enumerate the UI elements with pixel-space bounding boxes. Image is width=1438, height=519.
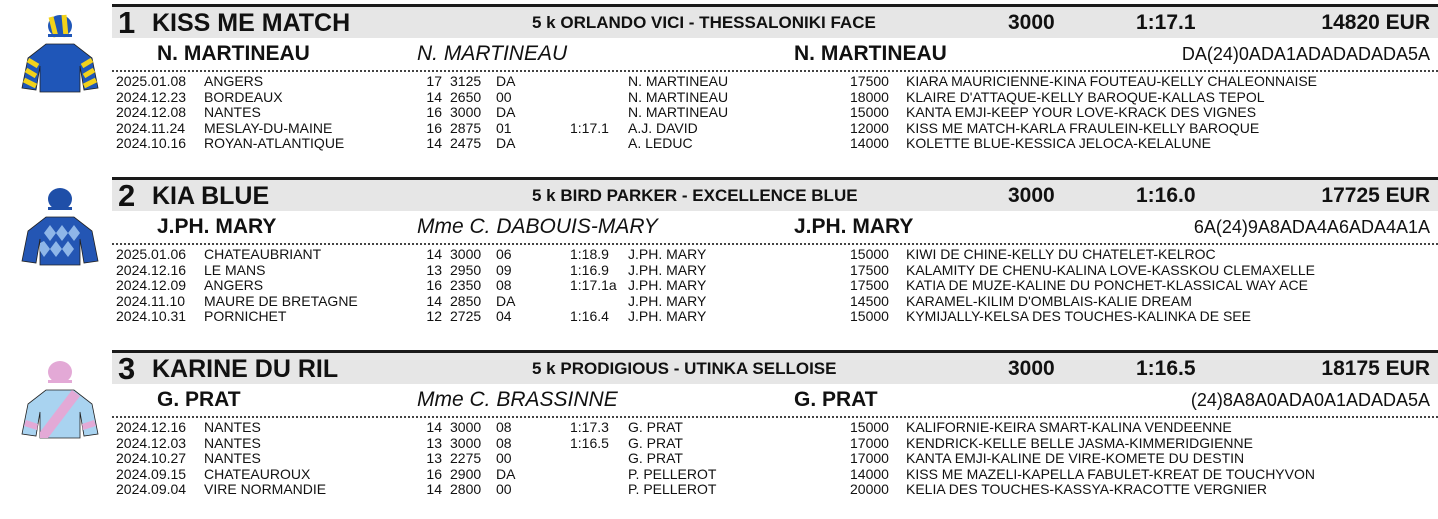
race-distance: 3000 [1008,11,1055,34]
perf-driver: G. PRAT [628,434,683,451]
performance-table [116,420,1436,498]
perf-place: 08 [496,277,512,293]
performance-table [116,74,1436,152]
earnings: 17725 EUR [1321,184,1430,207]
perf-date: 2024.12.23 [116,88,187,105]
perf-partants: 14 [426,419,442,435]
perf-partants: 14 [426,292,442,309]
perf-hippodrome: ROYAN-ATLANTIQUE [204,135,345,151]
perf-hippodrome: ANGERS [204,73,264,89]
perf-driver: J.PH. MARY [628,292,707,309]
perf-hippodrome: LE MANS [204,261,266,278]
perf-hippodrome: MESLAY-DU-MAINE [204,119,333,136]
perf-hippodrome: PORNICHET [204,308,287,324]
perf-driver: G. PRAT [628,450,683,466]
perf-driver: A. LEDUC [628,135,693,151]
perf-driver: G. PRAT [628,419,683,435]
horse-breeding: 5 k BIRD PARKER - EXCELLENCE BLUE [532,186,858,205]
perf-place: 00 [496,88,512,105]
perf-distance: 2950 [450,261,482,278]
perf-hippodrome: NANTES [204,104,261,120]
perf-partants: 13 [426,434,442,451]
perf-distance: 3000 [450,434,482,451]
perf-partants: 13 [426,450,442,466]
perf-partants: 16 [426,104,442,120]
perf-date: 2024.09.04 [116,481,187,497]
record-time: 1:17.1 [1136,11,1196,34]
perf-allocation: 17500 [850,277,889,293]
perf-date: 2025.01.06 [116,246,187,262]
perf-date: 2025.01.08 [116,73,187,89]
perf-allocation: 17000 [850,434,889,451]
horse-breeding: 5 k ORLANDO VICI - THESSALONIKI FACE [532,13,876,32]
earnings: 14820 EUR [1321,11,1430,34]
perf-allocation: 14500 [850,292,889,309]
perf-driver: J.PH. MARY [628,308,707,324]
perf-allocation: 15000 [850,419,889,435]
perf-result: KELIA DES TOUCHES-KASSYA-KRACOTTE VERGNIER [906,481,1267,497]
perf-distance: 2800 [450,481,482,497]
performance-row [116,294,1436,310]
perf-partants: 16 [426,465,442,482]
perf-allocation: 18000 [850,88,889,105]
performance-row [116,467,1436,483]
perf-result: KANTA EMJI-KEEP YOUR LOVE-KRACK DES VIGNES [906,104,1257,120]
perf-distance: 2650 [450,88,482,105]
performance-row [116,247,1436,263]
connections-row [112,38,1438,72]
perf-distance: 3125 [450,73,482,89]
perf-driver: N. MARTINEAU [628,104,729,120]
silk-cap-icon [48,15,72,37]
earnings: 18175 EUR [1321,357,1430,380]
perf-time: 1:16.5 [570,434,609,451]
performance-row [116,482,1436,498]
perf-driver: J.PH. MARY [628,277,707,293]
performance-row [116,90,1436,106]
owner-name: J.PH. MARY [794,215,914,238]
horse-block-3 [0,346,1438,519]
perf-place: 09 [496,261,512,278]
perf-distance: 3000 [450,246,482,262]
perf-hippodrome: MAURE DE BRETAGNE [204,292,358,309]
perf-date: 2024.10.16 [116,135,187,151]
perf-date: 2024.10.31 [116,308,187,324]
perf-driver: N. MARTINEAU [628,73,729,89]
form-music: (24)8A8A0ADA0A1ADADA5A [1190,390,1430,410]
perf-hippodrome: NANTES [204,419,261,435]
perf-partants: 14 [426,246,442,262]
perf-place: 08 [496,434,512,451]
perf-date: 2024.12.16 [116,419,187,435]
perf-result: KALAMITY DE CHENU-KALINA LOVE-KASSKOU CLEMAXELLE [906,261,1315,278]
race-distance: 3000 [1008,357,1055,380]
performance-row [116,136,1436,152]
performance-table [116,247,1436,325]
performance-row [116,74,1436,90]
perf-driver: J.PH. MARY [628,246,707,262]
trainer-name: Mme C. DABOUIS-MARY [417,215,658,238]
perf-hippodrome: BORDEAUX [204,88,283,105]
perf-driver: P. PELLEROT [628,481,717,497]
perf-time: 1:16.4 [570,308,609,324]
perf-distance: 2875 [450,119,482,136]
jockey-silks-icon [18,354,102,440]
horse-number: 3 [118,351,136,386]
perf-hippodrome: ANGERS [204,277,264,293]
perf-place: DA [496,73,516,89]
perf-allocation: 20000 [850,481,889,497]
perf-allocation: 17500 [850,261,889,278]
horse-name: KISS ME MATCH [152,9,351,37]
perf-driver: J.PH. MARY [628,261,707,278]
perf-place: 04 [496,308,512,324]
horse-number: 1 [118,5,136,40]
perf-result: KIWI DE CHINE-KELLY DU CHATELET-KELROC [906,246,1216,262]
perf-distance: 3000 [450,104,482,120]
perf-date: 2024.11.10 [116,292,186,309]
perf-time: 1:17.3 [570,419,609,435]
perf-distance: 3000 [450,419,482,435]
performance-row [116,105,1436,121]
perf-place: 08 [496,419,512,435]
horse-block-2 [0,173,1438,346]
performance-row [116,121,1436,137]
horse-header-bar [112,350,1438,384]
silk-cap-icon [48,361,72,383]
perf-time: 1:18.9 [570,246,609,262]
owner-name: N. MARTINEAU [794,42,947,65]
perf-place: 01 [496,119,512,136]
perf-driver: P. PELLEROT [628,465,717,482]
perf-date: 2024.12.03 [116,434,187,451]
perf-place: DA [496,135,516,151]
driver-name: G. PRAT [157,388,241,411]
perf-allocation: 14000 [850,465,889,482]
perf-allocation: 15000 [850,308,889,324]
perf-date: 2024.12.09 [116,277,187,293]
performance-row [116,451,1436,467]
perf-result: KANTA EMJI-KALINE DE VIRE-KOMETE DU DESTIN [906,450,1245,466]
performance-row [116,436,1436,452]
perf-place: 06 [496,246,512,262]
jockey-silks-icon [18,181,102,267]
performance-row [116,420,1436,436]
perf-date: 2024.11.24 [116,119,186,136]
perf-allocation: 15000 [850,104,889,120]
perf-place: 00 [496,450,512,466]
perf-hippodrome: CHATEAUROUX [204,465,311,482]
perf-result: KATIA DE MUZE-KALINE DU PONCHET-KLASSICAL WAY ACE [906,277,1308,293]
perf-place: DA [496,292,516,309]
perf-allocation: 12000 [850,119,889,136]
perf-place: DA [496,465,516,482]
horse-breeding: 5 k PRODIGIOUS - UTINKA SELLOISE [532,359,837,378]
trainer-name: N. MARTINEAU [417,42,568,65]
perf-hippodrome: NANTES [204,450,261,466]
perf-result: KISS ME MAZELI-KAPELLA FABULET-KREAT DE TOUCHYVON [906,465,1315,482]
performance-row [116,309,1436,325]
perf-allocation: 14000 [850,135,889,151]
perf-partants: 14 [426,88,442,105]
form-music: DA(24)0ADA1ADADADADA5A [1181,44,1430,64]
perf-date: 2024.09.15 [116,465,187,482]
perf-distance: 2275 [450,450,482,466]
performance-row [116,278,1436,294]
connections-row [112,384,1438,418]
perf-result: KENDRICK-KELLE BELLE JASMA-KIMMERIDGIENNE [906,434,1253,451]
record-time: 1:16.5 [1136,357,1196,380]
perf-place: 00 [496,481,512,497]
record-time: 1:16.0 [1136,184,1196,207]
perf-allocation: 15000 [850,246,889,262]
perf-result: KALIFORNIE-KEIRA SMART-KALINA VENDEENNE [906,419,1232,435]
horse-block-1 [0,0,1438,173]
perf-hippodrome: CHATEAUBRIANT [204,246,322,262]
driver-name: J.PH. MARY [157,215,277,238]
perf-distance: 2350 [450,277,482,293]
perf-result: KIARA MAURICIENNE-KINA FOUTEAU-KELLY CHALEONNAISE [906,73,1318,89]
perf-result: KLAIRE D'ATTAQUE-KELLY BAROQUE-KALLAS TEPOL [906,88,1265,105]
horse-name: KIA BLUE [152,182,270,210]
perf-time: 1:17.1a [570,277,617,293]
trainer-name: Mme C. BRASSINNE [417,388,618,411]
race-distance: 3000 [1008,184,1055,207]
perf-result: KISS ME MATCH-KARLA FRAULEIN-KELLY BAROQUE [906,119,1260,136]
perf-result: KYMIJALLY-KELSA DES TOUCHES-KALINKA DE SEE [906,308,1251,324]
jockey-silks-icon [18,8,102,94]
connections-row [112,211,1438,245]
form-music: 6A(24)9A8ADA4A6ADA4A1A [1193,217,1430,237]
perf-hippodrome: NANTES [204,434,261,451]
perf-distance: 2475 [450,135,482,151]
perf-date: 2024.12.08 [116,104,187,120]
perf-distance: 2900 [450,465,482,482]
perf-partants: 16 [426,277,442,293]
owner-name: G. PRAT [794,388,878,411]
perf-partants: 14 [426,481,442,497]
horse-header-bar [112,177,1438,211]
horse-name: KARINE DU RIL [152,355,339,383]
perf-time: 1:17.1 [570,119,609,136]
perf-date: 2024.10.27 [116,450,187,466]
perf-partants: 13 [426,261,442,278]
perf-partants: 14 [426,135,442,151]
perf-allocation: 17500 [850,73,889,89]
perf-distance: 2850 [450,292,482,309]
perf-partants: 16 [426,119,442,136]
perf-result: KOLETTE BLUE-KESSICA JELOCA-KELALUNE [906,135,1211,151]
perf-time: 1:16.9 [570,261,609,278]
perf-driver: A.J. DAVID [628,119,698,136]
driver-name: N. MARTINEAU [157,42,310,65]
performance-row [116,263,1436,279]
perf-partants: 12 [426,308,442,324]
horse-header-bar [112,4,1438,38]
perf-result: KARAMEL-KILIM D'OMBLAIS-KALIE DREAM [906,292,1192,309]
perf-partants: 17 [426,73,442,89]
silk-cap-icon [48,188,72,210]
perf-distance: 2725 [450,308,482,324]
perf-driver: N. MARTINEAU [628,88,729,105]
perf-hippodrome: VIRE NORMANDIE [204,481,327,497]
perf-allocation: 17000 [850,450,889,466]
horse-number: 2 [118,178,136,213]
perf-date: 2024.12.16 [116,261,187,278]
perf-place: DA [496,104,516,120]
